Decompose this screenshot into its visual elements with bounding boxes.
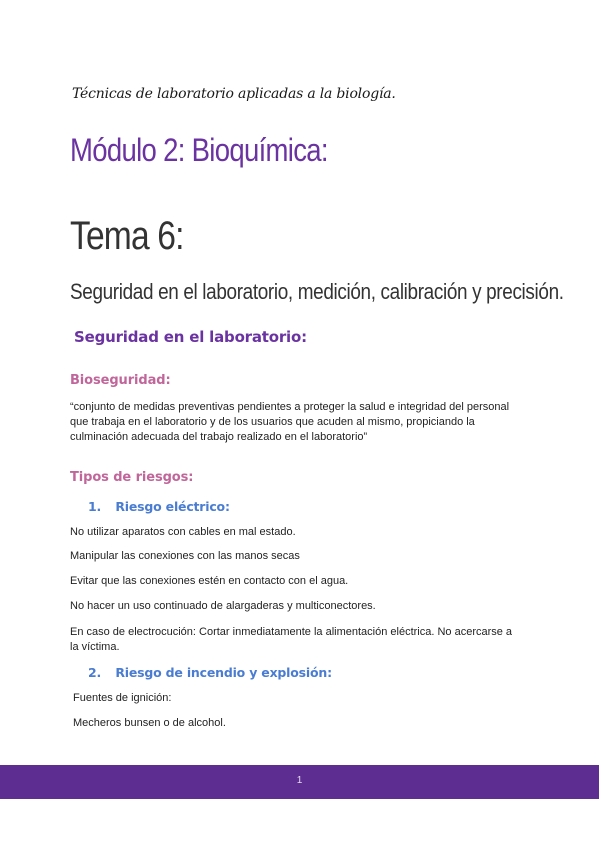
- module-title: Módulo 2: Bioquímica:: [70, 132, 328, 168]
- page-number: 1: [296, 775, 303, 786]
- topic-title: Tema 6:: [70, 214, 184, 258]
- tipos-heading: Tipos de riesgos:: [70, 470, 194, 485]
- risk1-heading: [88, 499, 230, 514]
- list-item: No utilizar aparatos con cables en mal estado.: [70, 526, 296, 538]
- list-item: Manipular las conexiones con las manos secas: [70, 550, 300, 562]
- footer-bar: [0, 765, 599, 799]
- bioseguridad-definition: “conjunto de medidas preventivas pendientes a proteger la salud e integridad del personal que trabaja en el laboratorio y de los usuarios que acuden al mismo, propiciando la culminación adecuada del trabajo realizado en el laboratorio”: [70, 401, 510, 443]
- list-item: Evitar que las conexiones estén en contacto con el agua.: [70, 575, 349, 587]
- risk2-number: 2.: [88, 665, 102, 680]
- list-item: Fuentes de ignición:: [73, 692, 172, 704]
- risk2-heading: [88, 665, 332, 680]
- risk2-title: Riesgo de incendio y explosión:: [115, 665, 332, 680]
- topic-subtitle: Seguridad en el laboratorio, medición, calibración y precisión.: [70, 279, 564, 304]
- course-title: Técnicas de laboratorio aplicadas a la biología.: [72, 86, 396, 102]
- list-item: No hacer un uso continuado de alargaderas y multiconectores.: [70, 600, 376, 612]
- risk1-title: Riesgo eléctrico:: [115, 499, 230, 514]
- section-heading: Seguridad en el laboratorio:: [74, 328, 307, 346]
- list-item: En caso de electrocución: Cortar inmediatamente la alimentación eléctrica. No acercarse a la víctima.: [70, 626, 513, 653]
- bioseguridad-heading: Bioseguridad:: [70, 373, 171, 388]
- list-item: Mecheros bunsen o de alcohol.: [73, 717, 226, 729]
- risk1-number: 1.: [88, 499, 102, 514]
